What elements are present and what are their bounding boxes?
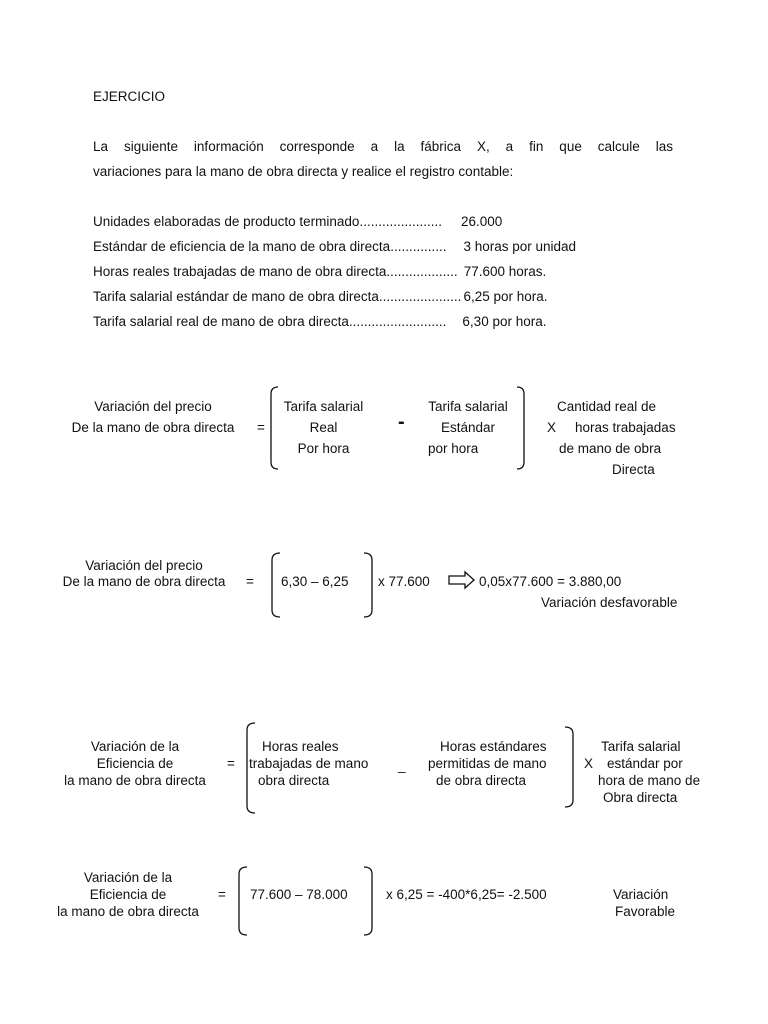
- formula-lhs-line: De la mano de obra directa: [71, 420, 235, 435]
- formula-term-line: permitidas de mano: [428, 756, 547, 771]
- formula-term-line: trabajadas de mano: [249, 756, 369, 771]
- calc-lhs-line: Eficiencia de: [89, 887, 167, 902]
- formula-term-line: Por hora: [297, 441, 350, 456]
- formula-factor-line: Cantidad real de: [557, 399, 657, 414]
- formula-term-line: por hora: [428, 441, 479, 456]
- formula-term-line: Real: [309, 420, 338, 435]
- equals-sign: =: [246, 574, 254, 589]
- minus-sign: -: [398, 411, 405, 433]
- equals-sign: =: [257, 420, 265, 435]
- calc-lhs-line: Variación de la: [83, 870, 173, 885]
- calc-factor: x 77.600: [378, 574, 430, 589]
- times-sign: X: [584, 756, 594, 771]
- calc-note-line: Variación: [613, 887, 669, 902]
- calc-inner-expression: 77.600 – 78.000: [250, 887, 348, 902]
- calc-lhs-line: De la mano de obra directa: [62, 574, 226, 589]
- data-line: Tarifa salarial estándar de mano de obra directa...................... 6,25 por hora.: [93, 289, 548, 304]
- calc-result: 0,05x77.600 = 3.880,00: [479, 574, 622, 589]
- formula-term-line: Horas estándares: [440, 739, 547, 754]
- formula-factor-line: horas trabajadas: [575, 420, 676, 435]
- formula-lhs-line: Variación de la: [90, 739, 180, 754]
- formula-factor-line: Obra directa: [603, 790, 678, 805]
- right-bracket: [515, 386, 529, 470]
- data-line: Horas reales trabajadas de mano de obra directa................... 77.600 horas.: [93, 264, 547, 279]
- calc-inner-expression: 6,30 – 6,25: [281, 574, 349, 589]
- formula-term-line: Tarifa salarial: [283, 399, 364, 414]
- right-bracket: [563, 726, 577, 808]
- calc-note: Variación desfavorable: [541, 595, 678, 610]
- formula-factor-line: Directa: [612, 462, 655, 477]
- calc-lhs-line: Variación del precio: [85, 558, 203, 573]
- exercise-title: EJERCICIO: [93, 89, 166, 104]
- left-bracket: [235, 866, 249, 936]
- intro-line-2: variaciones para la mano de obra directa y realice el registro contable:: [93, 164, 514, 179]
- calc-result: x 6,25 = -400*6,25= -2.500: [386, 887, 547, 902]
- data-line: Estándar de eficiencia de la mano de obra directa............... 3 horas por unidad: [93, 239, 577, 254]
- equals-sign: =: [218, 887, 226, 902]
- data-line: Unidades elaboradas de producto terminado...................... 26.000: [93, 214, 503, 229]
- formula-term-line: Horas reales: [262, 739, 339, 754]
- formula-lhs-line: Variación del precio: [94, 399, 212, 414]
- formula-factor-line: de mano de obra: [559, 441, 662, 456]
- formula-term-line: Tarifa salarial: [428, 399, 508, 414]
- intro-line-1: La siguiente información corresponde a la fábrica X, a fin que calcule las: [93, 139, 673, 154]
- formula-lhs-line: Eficiencia de: [96, 756, 174, 771]
- right-bracket: [362, 552, 376, 618]
- formula-term-line: de obra directa: [436, 773, 527, 788]
- formula-factor-line: Tarifa salarial: [601, 739, 681, 754]
- formula-factor-line: estándar por: [607, 756, 683, 771]
- implies-arrow-icon: [448, 571, 476, 589]
- times-sign: X: [547, 420, 557, 435]
- formula-lhs-line: la mano de obra directa: [64, 773, 206, 788]
- formula-factor-line: hora de mano de: [598, 773, 701, 788]
- calc-lhs-line: la mano de obra directa: [57, 904, 199, 919]
- data-line: Tarifa salarial real de mano de obra directa.......................... 6,30 por hora.: [93, 314, 547, 329]
- left-bracket: [268, 552, 282, 618]
- minus-sign: _: [398, 758, 406, 773]
- formula-term-line: Estándar: [440, 420, 496, 435]
- formula-term-line: obra directa: [258, 773, 330, 788]
- calc-note-line: Favorable: [615, 904, 676, 919]
- equals-sign: =: [227, 756, 235, 771]
- right-bracket: [362, 866, 376, 936]
